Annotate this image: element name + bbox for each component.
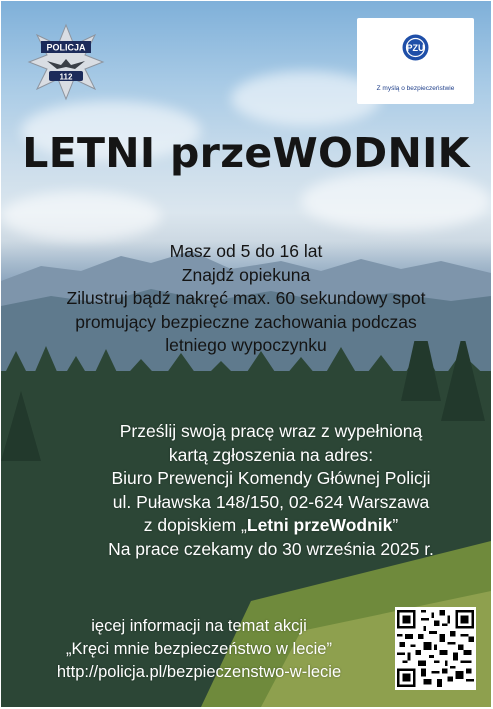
poster — [1, 1, 491, 707]
intro-line: Znajdź opiekuna — [181, 264, 311, 285]
info-line: ięcej informacji na temat akcji — [91, 617, 307, 635]
submission-note — [61, 514, 481, 538]
intro-line: promujący bezpieczne zachowania podczas — [75, 311, 417, 332]
intro-line: Zilustruj bądź nakręć max. 60 sekundowy spot — [66, 288, 426, 308]
submission-address: ul. Puławska 148/150, 02-624 Warszawa — [112, 491, 430, 512]
cloud — [1, 191, 161, 241]
sponsor-slogan: Z myślą o bezpieczeństwie — [376, 85, 455, 92]
sponsor-logo-box — [357, 18, 474, 104]
badge-label: POLICJA — [46, 42, 86, 53]
submission-line: Biuro Prewencji Komendy Głównej Policji — [111, 468, 431, 488]
intro-text — [1, 240, 491, 358]
note-prefix: z dopiskiem „ — [143, 515, 247, 535]
intro-line: letniego wypoczynku — [165, 335, 327, 355]
info-url-link[interactable]: http://policja.pl/bezpieczenstwo-w-lecie — [56, 663, 342, 681]
pzu-logo-text: PZU — [406, 43, 425, 53]
submission-line: kartą zgłoszenia na adres: — [168, 444, 374, 465]
poster-title: LETNI przeWODNIK — [22, 129, 470, 177]
submission-text — [61, 420, 481, 561]
police-star-badge — [27, 23, 105, 101]
submission-deadline: Na prace czekamy do 30 września 2025 r. — [108, 538, 434, 559]
pzu-logo-icon — [402, 34, 429, 61]
note-suffix: ” — [392, 515, 399, 535]
submission-line: Prześlij swoją pracę wraz z wypełnioną — [119, 421, 423, 441]
cloud — [301, 171, 491, 231]
badge-number: 112 — [59, 72, 73, 82]
intro-line: Masz od 5 do 16 lat — [169, 241, 323, 261]
campaign-name: „Kręci mnie bezpieczeństwo w lecie” — [66, 640, 332, 658]
qr-code[interactable] — [395, 607, 476, 690]
info-text — [9, 615, 389, 684]
qr-code-icon — [397, 609, 474, 688]
note-keyword: Letni przeWodnik — [246, 515, 393, 535]
